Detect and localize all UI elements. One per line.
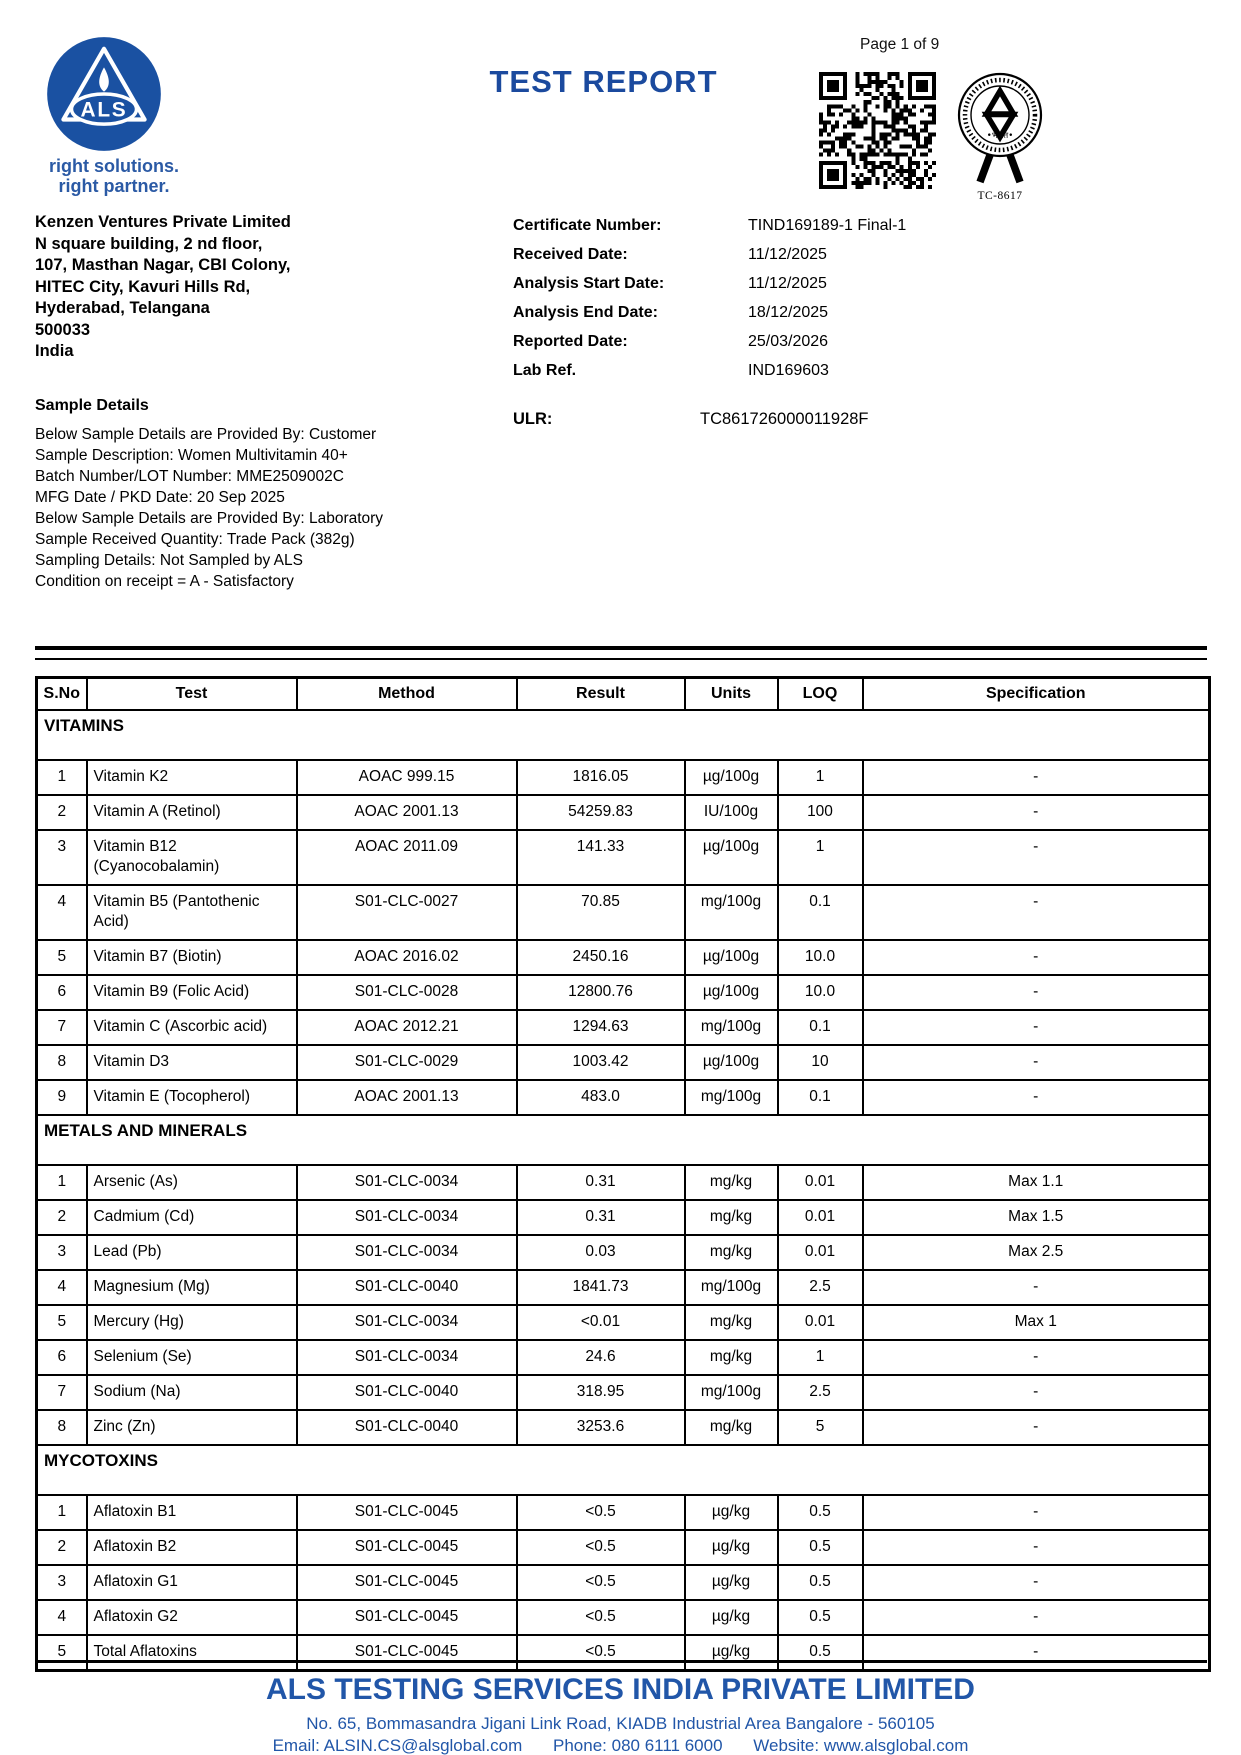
cell-units: mg/100g <box>685 1080 778 1115</box>
cell-loq: 1 <box>778 830 863 885</box>
cell-method: S01-CLC-0029 <box>297 1045 517 1080</box>
cell-result: 0.31 <box>517 1165 685 1200</box>
cell-loq: 2.5 <box>778 1375 863 1410</box>
cell-test: Sodium (Na) <box>87 1375 297 1410</box>
cell-method: S01-CLC-0034 <box>297 1305 517 1340</box>
certificate-field-value: 11/12/2025 <box>748 275 827 292</box>
sample-detail-line: MFG Date / PKD Date: 20 Sep 2025 <box>35 489 285 506</box>
cell-result: 1816.05 <box>517 760 685 795</box>
cell-result: 0.31 <box>517 1200 685 1235</box>
customer-address-line: HITEC City, Kavuri Hills Rd, <box>35 277 251 296</box>
table-row <box>37 1530 1210 1565</box>
cell-s-no: 2 <box>37 1530 87 1565</box>
cell-method: S01-CLC-0040 <box>297 1410 517 1445</box>
cell-test: Vitamin E (Tocopherol) <box>87 1080 297 1115</box>
cell-specification: - <box>863 1410 1210 1445</box>
cell-s-no: 4 <box>37 885 87 940</box>
cell-loq: 0.5 <box>778 1495 863 1530</box>
table-section-header <box>37 710 1210 760</box>
cell-units: mg/100g <box>685 1270 778 1305</box>
cell-method: S01-CLC-0040 <box>297 1270 517 1305</box>
table-row <box>37 760 1210 795</box>
cell-method: AOAC 2001.13 <box>297 795 517 830</box>
cell-s-no: 1 <box>37 1495 87 1530</box>
customer-address-line: N square building, 2 nd floor, <box>35 234 263 253</box>
cell-s-no: 6 <box>37 1340 87 1375</box>
certificate-field-value: IND169603 <box>748 362 829 379</box>
cell-loq: 0.5 <box>778 1600 863 1635</box>
cell-s-no: 6 <box>37 975 87 1010</box>
cell-specification: Max 1 <box>863 1305 1210 1340</box>
certificate-field-label: Received Date: <box>513 246 628 263</box>
certificate-field-value: TIND169189-1 Final-1 <box>748 217 907 234</box>
cell-loq: 100 <box>778 795 863 830</box>
cell-method: S01-CLC-0045 <box>297 1565 517 1600</box>
cell-s-no: 4 <box>37 1600 87 1635</box>
certificate-field-label: Reported Date: <box>513 333 628 350</box>
cell-result: 1294.63 <box>517 1010 685 1045</box>
sample-details-lines <box>35 424 383 592</box>
sample-details-heading: Sample Details <box>35 397 149 414</box>
footer-email: Email: ALSIN.CS@alsglobal.com <box>272 1736 523 1755</box>
cell-loq: 10.0 <box>778 940 863 975</box>
als-tagline <box>28 156 200 196</box>
cell-s-no: 4 <box>37 1270 87 1305</box>
cell-result: 54259.83 <box>517 795 685 830</box>
cell-method: S01-CLC-0027 <box>297 885 517 940</box>
cell-specification: Max 1.1 <box>863 1165 1210 1200</box>
cell-test: Vitamin B9 (Folic Acid) <box>87 975 297 1010</box>
cell-test: Lead (Pb) <box>87 1235 297 1270</box>
cell-specification: Max 2.5 <box>863 1235 1210 1270</box>
footer-contact <box>0 1736 1241 1755</box>
cell-test: Cadmium (Cd) <box>87 1200 297 1235</box>
cell-method: S01-CLC-0045 <box>297 1495 517 1530</box>
sample-detail-line: Sample Received Quantity: Trade Pack (382g) <box>35 531 355 548</box>
sample-detail-line: Sample Description: Women Multivitamin 40+ <box>35 447 348 464</box>
cell-result: 3253.6 <box>517 1410 685 1445</box>
cell-test: Vitamin A (Retinol) <box>87 795 297 830</box>
cell-loq: 2.5 <box>778 1270 863 1305</box>
cell-loq: 0.1 <box>778 1010 863 1045</box>
cell-loq: 0.1 <box>778 1080 863 1115</box>
cell-method: S01-CLC-0034 <box>297 1165 517 1200</box>
cell-units: µg/kg <box>685 1495 778 1530</box>
cell-test: Arsenic (As) <box>87 1165 297 1200</box>
cell-specification: - <box>863 885 1210 940</box>
cell-result: 141.33 <box>517 830 685 885</box>
cell-s-no: 1 <box>37 1165 87 1200</box>
cell-units: µg/100g <box>685 760 778 795</box>
cell-result: <0.5 <box>517 1565 685 1600</box>
cell-units: IU/100g <box>685 795 778 830</box>
page-title: TEST REPORT <box>489 64 718 99</box>
sample-detail-line: Batch Number/LOT Number: MME2509002C <box>35 468 344 485</box>
cell-s-no: 5 <box>37 1635 87 1671</box>
cell-loq: 0.01 <box>778 1165 863 1200</box>
table-header-row <box>37 678 1210 711</box>
table-row <box>37 1410 1210 1445</box>
sample-detail-line: Sampling Details: Not Sampled by ALS <box>35 552 303 569</box>
cell-result: 1841.73 <box>517 1270 685 1305</box>
cell-loq: 0.5 <box>778 1635 863 1671</box>
column-header-specification: Specification <box>863 678 1210 711</box>
cell-test: Aflatoxin B2 <box>87 1530 297 1565</box>
table-row <box>37 1080 1210 1115</box>
cell-specification: - <box>863 1530 1210 1565</box>
cell-units: mg/kg <box>685 1340 778 1375</box>
footer-phone: Phone: 080 6111 6000 <box>553 1736 723 1755</box>
ulr-row <box>513 410 869 429</box>
tagline-line1: right solutions. <box>49 156 179 176</box>
customer-address-line: India <box>35 342 74 360</box>
cell-s-no: 3 <box>37 1565 87 1600</box>
table-row <box>37 1340 1210 1375</box>
cell-test: Magnesium (Mg) <box>87 1270 297 1305</box>
cell-method: AOAC 999.15 <box>297 760 517 795</box>
cell-result: <0.5 <box>517 1495 685 1530</box>
certificate-field-label: Analysis Start Date: <box>513 275 665 292</box>
cell-loq: 10 <box>778 1045 863 1080</box>
cell-test: Vitamin C (Ascorbic acid) <box>87 1010 297 1045</box>
cell-s-no: 2 <box>37 795 87 830</box>
certificate-field-row <box>513 304 906 333</box>
cell-test: Vitamin B12 (Cyanocobalamin) <box>87 830 297 885</box>
table-row <box>37 1565 1210 1600</box>
column-header-result: Result <box>517 678 685 711</box>
svg-text:ALS: ALS <box>80 98 128 122</box>
cell-specification: - <box>863 1565 1210 1600</box>
cell-units: mg/100g <box>685 1010 778 1045</box>
seal-country-text: •भारत• <box>986 131 1014 141</box>
certificate-field-label: Certificate Number: <box>513 217 662 234</box>
table-row <box>37 885 1210 940</box>
column-header-sno: S.No <box>37 678 87 711</box>
footer-divider <box>35 1660 1207 1663</box>
table-row <box>37 940 1210 975</box>
nabl-seal-icon <box>948 70 1052 202</box>
cell-loq: 0.5 <box>778 1530 863 1565</box>
cell-loq: 0.01 <box>778 1200 863 1235</box>
cell-units: mg/100g <box>685 885 778 940</box>
cell-units: mg/kg <box>685 1200 778 1235</box>
table-row <box>37 830 1210 885</box>
cell-result: 1003.42 <box>517 1045 685 1080</box>
footer-website: Website: www.alsglobal.com <box>753 1736 969 1755</box>
column-header-method: Method <box>297 678 517 711</box>
cell-loq: 5 <box>778 1410 863 1445</box>
results-table-body <box>37 710 1210 1671</box>
cell-specification: - <box>863 1080 1210 1115</box>
cell-specification: Max 1.5 <box>863 1200 1210 1235</box>
cell-method: AOAC 2012.21 <box>297 1010 517 1045</box>
cell-units: mg/kg <box>685 1235 778 1270</box>
table-section-title: METALS AND MINERALS <box>37 1115 1210 1165</box>
page-number-label: Page 1 of 9 <box>860 36 940 53</box>
cell-result: 70.85 <box>517 885 685 940</box>
cell-loq: 10.0 <box>778 975 863 1010</box>
cell-test: Selenium (Se) <box>87 1340 297 1375</box>
cell-loq: 0.1 <box>778 885 863 940</box>
customer-address-line: 107, Masthan Nagar, CBI Colony, <box>35 256 291 274</box>
column-header-units: Units <box>685 678 778 711</box>
cell-loq: 0.01 <box>778 1305 863 1340</box>
cell-method: S01-CLC-0045 <box>297 1600 517 1635</box>
results-table <box>35 676 1211 1672</box>
certificate-field-row <box>513 246 906 275</box>
cell-units: µg/100g <box>685 940 778 975</box>
table-row <box>37 1165 1210 1200</box>
sample-details-block <box>35 397 383 592</box>
customer-address-block <box>35 212 291 363</box>
cell-result: 0.03 <box>517 1235 685 1270</box>
footer-address: No. 65, Bommasandra Jigani Link Road, KIADB Industrial Area Bangalore - 560105 <box>306 1714 935 1733</box>
cell-method: AOAC 2016.02 <box>297 940 517 975</box>
cell-test: Vitamin B5 (Pantothenic Acid) <box>87 885 297 940</box>
cell-test: Mercury (Hg) <box>87 1305 297 1340</box>
table-row <box>37 1235 1210 1270</box>
table-row <box>37 1600 1210 1635</box>
table-section-header <box>37 1445 1210 1495</box>
qr-code-icon <box>819 72 936 189</box>
cell-specification: - <box>863 1375 1210 1410</box>
table-section-title: VITAMINS <box>37 710 1210 760</box>
cell-units: µg/kg <box>685 1565 778 1600</box>
ulr-label: ULR: <box>513 410 553 428</box>
cell-result: 318.95 <box>517 1375 685 1410</box>
certificate-field-value: 11/12/2025 <box>748 246 827 263</box>
certificate-field-row <box>513 217 906 246</box>
certificate-field-value: 25/03/2026 <box>748 333 829 350</box>
sample-detail-line: Below Sample Details are Provided By: Laboratory <box>35 510 384 527</box>
column-header-test: Test <box>87 678 297 711</box>
cell-result: 24.6 <box>517 1340 685 1375</box>
cell-specification: - <box>863 1340 1210 1375</box>
table-row <box>37 975 1210 1010</box>
cell-method: S01-CLC-0045 <box>297 1635 517 1671</box>
certificate-field-label: Analysis End Date: <box>513 304 658 321</box>
cell-s-no: 8 <box>37 1410 87 1445</box>
cell-test: Aflatoxin G2 <box>87 1600 297 1635</box>
cell-result: <0.5 <box>517 1635 685 1671</box>
cell-specification: - <box>863 1010 1210 1045</box>
cell-s-no: 9 <box>37 1080 87 1115</box>
cell-specification: - <box>863 1495 1210 1530</box>
cell-test: Zinc (Zn) <box>87 1410 297 1445</box>
table-row <box>37 795 1210 830</box>
cell-s-no: 5 <box>37 940 87 975</box>
table-row <box>37 1375 1210 1410</box>
customer-address-line: 500033 <box>35 320 91 339</box>
cell-result: 12800.76 <box>517 975 685 1010</box>
cell-method: S01-CLC-0045 <box>297 1530 517 1565</box>
cell-units: mg/kg <box>685 1410 778 1445</box>
cell-specification: - <box>863 940 1210 975</box>
cell-units: µg/100g <box>685 830 778 885</box>
cell-result: 483.0 <box>517 1080 685 1115</box>
sample-detail-line: Condition on receipt = A - Satisfactory <box>35 573 294 590</box>
cell-result: <0.01 <box>517 1305 685 1340</box>
table-row <box>37 1635 1210 1671</box>
cell-loq: 0.01 <box>778 1235 863 1270</box>
cell-s-no: 7 <box>37 1375 87 1410</box>
cell-test: Total Aflatoxins <box>87 1635 297 1671</box>
cell-units: µg/100g <box>685 1045 778 1080</box>
cell-units: mg/100g <box>685 1375 778 1410</box>
cell-method: S01-CLC-0028 <box>297 975 517 1010</box>
cell-units: µg/100g <box>685 975 778 1010</box>
seal-caption: TC-8617 <box>977 190 1023 202</box>
cell-units: µg/kg <box>685 1600 778 1635</box>
cell-s-no: 8 <box>37 1045 87 1080</box>
column-header-loq: LOQ <box>778 678 863 711</box>
cell-specification: - <box>863 1635 1210 1671</box>
cell-s-no: 2 <box>37 1200 87 1235</box>
cell-specification: - <box>863 1045 1210 1080</box>
footer-company-name: ALS TESTING SERVICES INDIA PRIVATE LIMITED <box>266 1673 975 1706</box>
sample-detail-line: Below Sample Details are Provided By: Customer <box>35 426 377 443</box>
certificate-field-value: 18/12/2025 <box>748 304 829 321</box>
cell-test: Vitamin B7 (Biotin) <box>87 940 297 975</box>
table-row <box>37 1045 1210 1080</box>
cell-test: Vitamin D3 <box>87 1045 297 1080</box>
cell-method: S01-CLC-0034 <box>297 1200 517 1235</box>
certificate-field-row <box>513 275 906 304</box>
cell-s-no: 5 <box>37 1305 87 1340</box>
cell-result: 2450.16 <box>517 940 685 975</box>
cell-specification: - <box>863 975 1210 1010</box>
certificate-field-label: Lab Ref. <box>513 362 577 379</box>
cell-s-no: 3 <box>37 830 87 885</box>
cell-s-no: 7 <box>37 1010 87 1045</box>
cell-specification: - <box>863 760 1210 795</box>
table-section-title: MYCOTOXINS <box>37 1445 1210 1495</box>
table-row <box>37 1010 1210 1045</box>
customer-address-line: Hyderabad, Telangana <box>35 299 210 317</box>
table-row <box>37 1495 1210 1530</box>
cell-loq: 1 <box>778 1340 863 1375</box>
certificate-field-row <box>513 333 906 362</box>
cell-units: µg/kg <box>685 1635 778 1671</box>
cell-result: <0.5 <box>517 1530 685 1565</box>
certificate-field-row <box>513 362 906 391</box>
cell-method: S01-CLC-0040 <box>297 1375 517 1410</box>
cell-method: AOAC 2001.13 <box>297 1080 517 1115</box>
section-divider-thin <box>35 658 1207 660</box>
cell-specification: - <box>863 1600 1210 1635</box>
table-row <box>37 1270 1210 1305</box>
cell-s-no: 3 <box>37 1235 87 1270</box>
cell-test: Vitamin K2 <box>87 760 297 795</box>
cell-method: AOAC 2011.09 <box>297 830 517 885</box>
cell-specification: - <box>863 1270 1210 1305</box>
tagline-line2: right partner. <box>58 176 170 196</box>
cell-test: Aflatoxin G1 <box>87 1565 297 1600</box>
table-section-header <box>37 1115 1210 1165</box>
cell-loq: 1 <box>778 760 863 795</box>
cell-test: Aflatoxin B1 <box>87 1495 297 1530</box>
cell-specification: - <box>863 830 1210 885</box>
cell-loq: 0.5 <box>778 1565 863 1600</box>
table-row <box>37 1305 1210 1340</box>
cell-result: <0.5 <box>517 1600 685 1635</box>
cell-method: S01-CLC-0034 <box>297 1340 517 1375</box>
customer-address-line: Kenzen Ventures Private Limited <box>35 213 291 231</box>
section-divider-thick <box>35 646 1207 650</box>
cell-units: mg/kg <box>685 1165 778 1200</box>
table-row <box>37 1200 1210 1235</box>
cell-s-no: 1 <box>37 760 87 795</box>
ulr-value: TC861726000011928F <box>700 410 869 428</box>
cell-specification: - <box>863 795 1210 830</box>
certificate-info-block <box>513 217 906 391</box>
cell-method: S01-CLC-0034 <box>297 1235 517 1270</box>
cell-units: µg/kg <box>685 1530 778 1565</box>
cell-units: mg/kg <box>685 1305 778 1340</box>
